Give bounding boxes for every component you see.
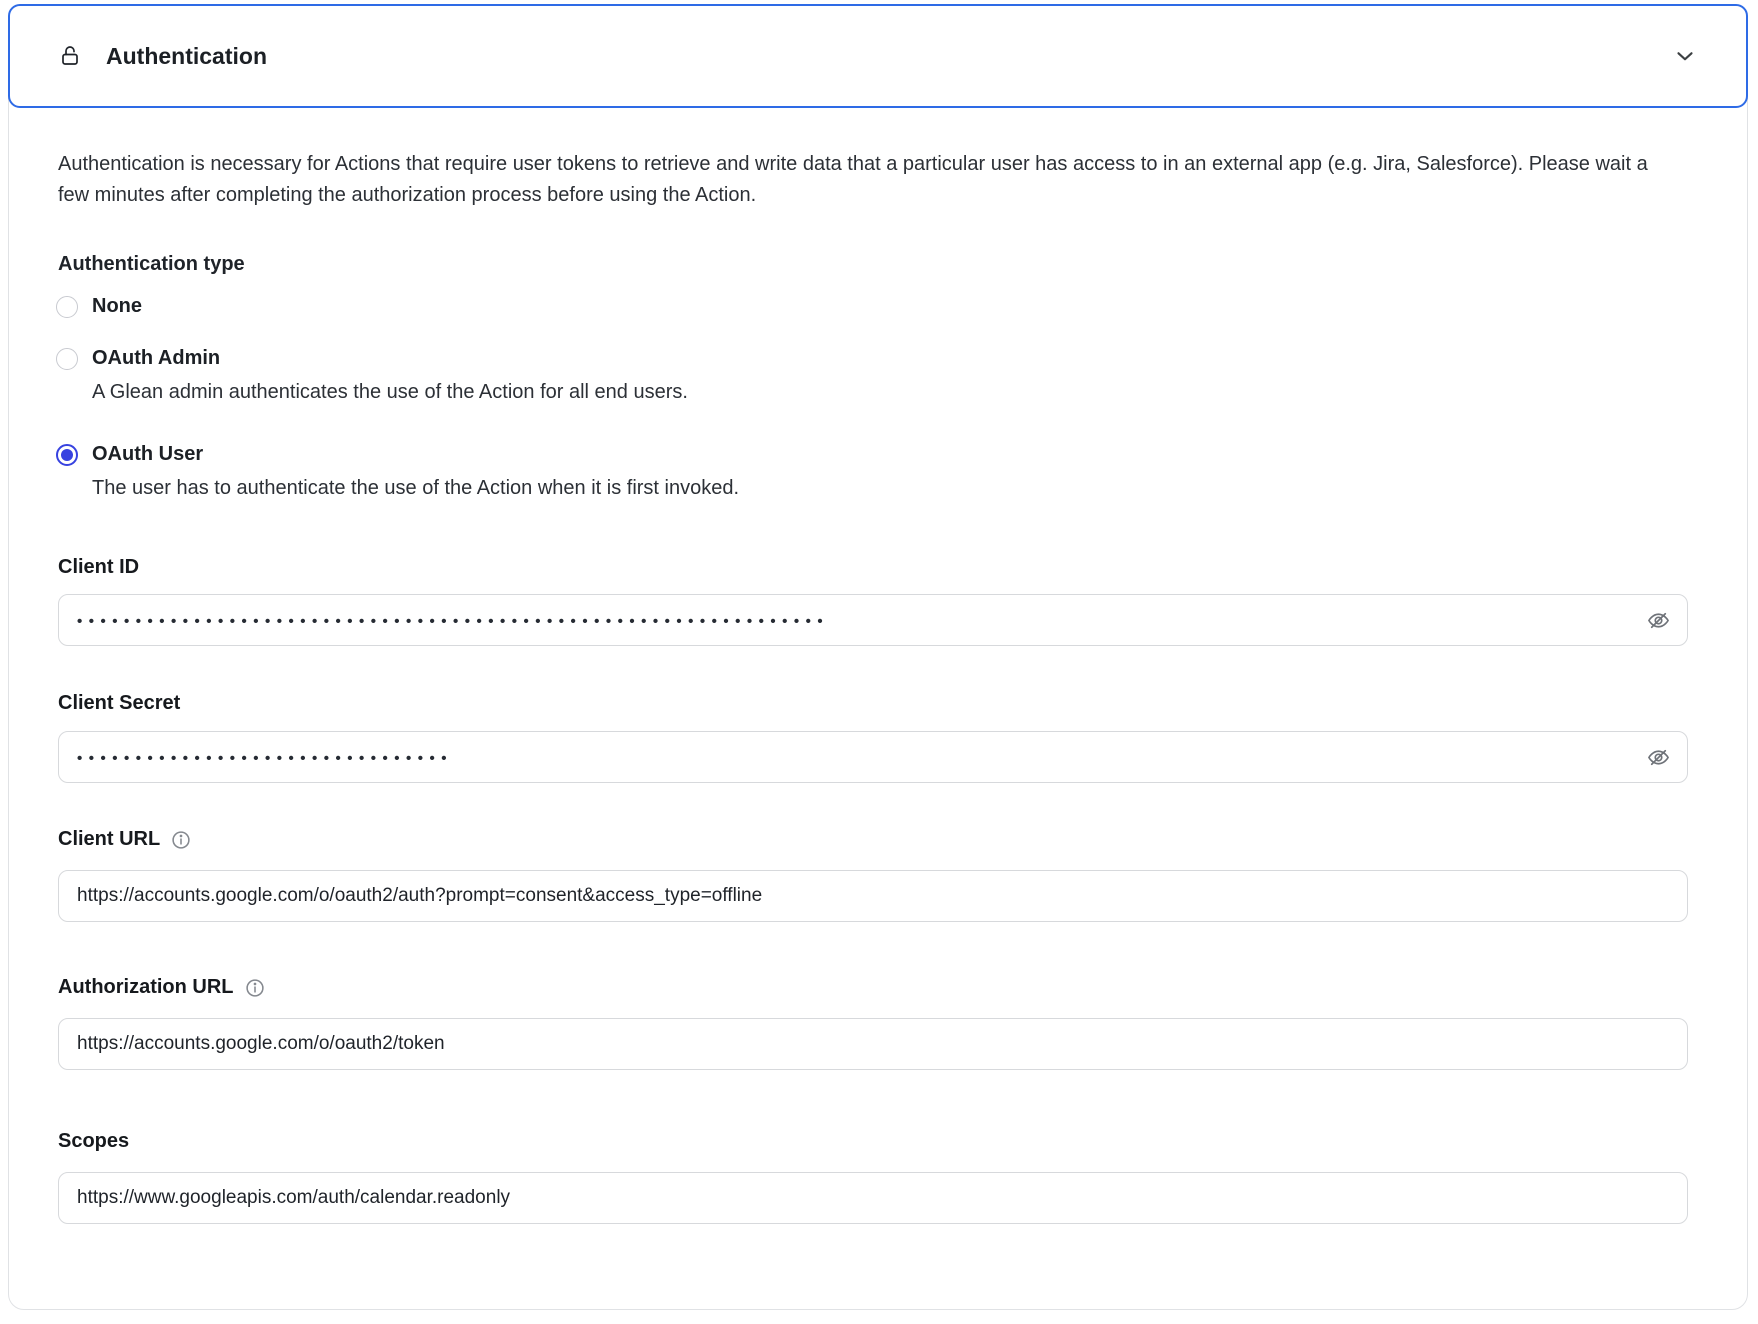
radio-description-oauth-admin: A Glean admin authenticates the use of the Action for all end users. xyxy=(92,381,688,403)
radio-option-oauth-admin[interactable] xyxy=(56,347,688,404)
radio-button-oauth-admin[interactable] xyxy=(56,348,78,370)
client-url-label xyxy=(58,828,192,851)
lock-icon xyxy=(58,44,82,68)
eye-off-icon xyxy=(1646,608,1671,633)
radio-row-none[interactable] xyxy=(56,295,142,318)
authorization-url-input[interactable] xyxy=(59,1019,1687,1069)
scopes-field xyxy=(58,1172,1688,1224)
radio-option-none[interactable] xyxy=(56,295,142,318)
radio-description-oauth-user: The user has to authenticate the use of the Action when it is first invoked. xyxy=(92,477,740,499)
authorization-url-field xyxy=(58,1018,1688,1070)
chevron-down-icon[interactable] xyxy=(1672,43,1698,69)
scopes-input[interactable] xyxy=(59,1173,1687,1223)
radio-label-oauth-admin: OAuth Admin xyxy=(92,347,221,369)
radio-label-none: None xyxy=(92,295,142,317)
client-id-label: Client ID xyxy=(58,556,140,578)
radio-row-oauth-user[interactable] xyxy=(56,443,739,466)
client-id-field xyxy=(58,594,1688,646)
section-description: Authentication is necessary for Actions that require user tokens to retrieve and write data that a particular user has access to in an external app (e.g. Jira, Salesforce). Please wait a few minutes after completing the authorization process before using the Action. xyxy=(58,153,1648,206)
radio-button-none[interactable] xyxy=(56,296,78,318)
client-secret-field xyxy=(58,731,1688,783)
client-id-toggle-visibility-button[interactable] xyxy=(1643,605,1673,635)
client-url-label-text: Client URL xyxy=(58,828,161,850)
scopes-label: Scopes xyxy=(58,1130,130,1152)
authentication-section-header[interactable] xyxy=(8,4,1748,108)
client-secret-input[interactable] xyxy=(59,732,1687,782)
auth-type-label: Authentication type xyxy=(58,253,245,275)
info-icon[interactable] xyxy=(244,977,266,999)
radio-option-oauth-user[interactable] xyxy=(56,443,739,500)
client-url-input[interactable] xyxy=(59,871,1687,921)
client-secret-label: Client Secret xyxy=(58,692,181,714)
authorization-url-label xyxy=(58,976,266,999)
radio-button-oauth-user[interactable] xyxy=(56,444,78,466)
eye-off-icon xyxy=(1646,745,1671,770)
client-url-field xyxy=(58,870,1688,922)
authorization-url-label-text: Authorization URL xyxy=(58,976,234,998)
client-secret-toggle-visibility-button[interactable] xyxy=(1643,742,1673,772)
radio-row-oauth-admin[interactable] xyxy=(56,347,688,370)
radio-label-oauth-user: OAuth User xyxy=(92,443,204,465)
section-title: Authentication xyxy=(106,42,267,69)
info-icon[interactable] xyxy=(170,829,192,851)
client-id-input[interactable] xyxy=(59,595,1687,645)
